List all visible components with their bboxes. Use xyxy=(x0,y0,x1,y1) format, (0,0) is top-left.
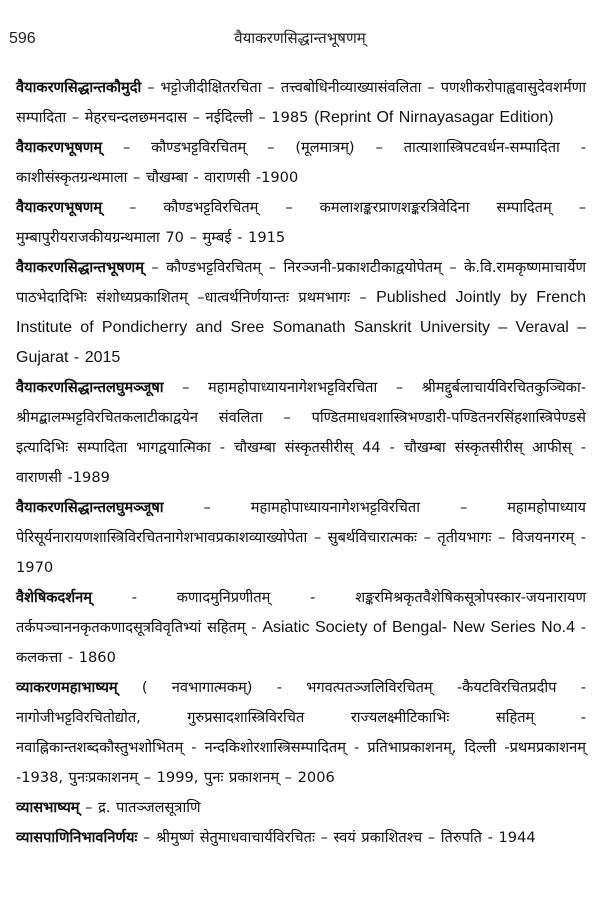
entry-latin-text: Published Jointly by French Institute of Pondicherry and Sree Somanath Sanskrit University – Veraval – Gujarat - 2015 xyxy=(16,289,586,366)
entry-text: – कौण्डभट्टविरचितम् – (मूलमात्रम्) – तात्याशास्त्रिपटवर्धन-सम्पादिता - काशीसंस्कृतग्रन्थमाला – चौखम्बा - वाराणसी -1900 xyxy=(16,139,586,186)
page-number: 596 xyxy=(9,30,36,47)
entry-title: व्यासभाष्यम् xyxy=(16,799,80,816)
bibliography-entry xyxy=(16,193,586,253)
bibliography-entry xyxy=(16,793,586,823)
bibliography-list xyxy=(16,73,586,853)
entry-title: व्यासपाणिनिभावनिर्णयः xyxy=(16,829,138,846)
entry-title: वैयाकरणसिद्धान्तभूषणम् xyxy=(16,259,144,276)
bibliography-entry xyxy=(16,133,586,193)
bibliography-entry xyxy=(16,673,586,793)
bibliography-entry xyxy=(16,583,586,673)
entry-text: – महामहोपाध्यायनागेशभट्टविरचिता – श्रीमद्दुर्बलाचार्यविरचितकुञ्चिका-श्रीमद्बालम्भट्टविरचितकलाटीकाद्वयेन संवलिता – पण्डितमाधवशास्त्रिभण्डारी-पण्डितनरसिंहशास्त्रिपेण्डसे इत्यादिभिः सम्पादिता भागद्वयात्मिका - चौखम्बा संस्कृतसीरीस् 44 - चौखम्बा संस्कृतसीरीस् आफीस् - वाराणसी -1989 xyxy=(16,379,586,486)
entry-latin-text: (Reprint Of Nirnayasagar Edition) xyxy=(314,109,554,126)
bibliography-entry xyxy=(16,823,586,853)
entry-text: – भट्टोजीदीक्षितरचिता – तत्त्वबोधिनीव्याख्यासंवलिता – पणशीकरोपाह्ववासुदेवशर्मणा सम्पादिता – मेहरचन्दलछमनदास – नईदिल्ली – 1985 xyxy=(16,79,586,126)
entry-text: – कौण्डभट्टविरचितम् – निरञ्जनी-प्रकाशटीकाद्वयोपेतम् – के.वि.रामकृष्णमाचार्येण पाठभेदादिभिः संशोध्यप्रकाशितम् –धात्वर्थनिर्णयान्तः प्रथमभागः – xyxy=(16,259,586,306)
entry-text: – कौण्डभट्टविरचितम् – कमलाशङ्करप्राणशङ्करत्रिवेदिना सम्पादितम् – मुम्बापुरीयराजकीयग्रन्थमाला 70 – मुम्बई - 1915 xyxy=(16,199,586,246)
entry-title: वैयाकरणसिद्धान्तलघुमञ्जूषा xyxy=(16,379,164,396)
entry-text: - कणादमुनिप्रणीतम् - शङ्करमिश्रकृतवैशेषिकसूत्रोपस्कार-जयनारायण तर्कपञ्चाननकृतकणादसूत्रविवृतिभ्यां सहितम् - xyxy=(16,589,586,636)
entry-title: वैयाकरणभूषणम् xyxy=(16,199,103,216)
entry-latin-text: Asiatic Society of Bengal- New Series No.4 xyxy=(262,619,575,636)
entry-title: व्याकरणमहाभाष्यम् xyxy=(16,679,118,696)
entry-text: – श्रीमुष्णं सेतुमाधवाचार्यविरचितः – स्वयं प्रकाशितश्च – तिरुपति - 1944 xyxy=(137,829,536,846)
bibliography-entry xyxy=(16,73,586,133)
bibliography-entry xyxy=(16,493,586,583)
entry-title: वैयाकरणभूषणम् xyxy=(16,139,103,156)
entry-text: ( नवभागात्मकम्) - भगवत्पतञ्जलिविरचितम् -कैयटविरचितप्रदीप - नागोजीभट्टविरचितोद्योत, गुरुप्रसादशास्त्रिविरचित राज्यलक्ष्मीटिकाभिः सहितम् - नवाह्निकान्तशब्दकौस्तुभशोभितम् - नन्दकिशोरशास्त्रिसम्पादितम् - प्रतिभाप्रकाशनम्, दिल्ली -प्रथमप्रकाशनम् -1938, पुनःप्रकाशनम् – 1999, पुनः प्रकाशनम् – 2006 xyxy=(16,679,586,786)
entry-title: वैशेषिकदर्शनम् xyxy=(16,589,92,606)
running-title: वैयाकरणसिद्धान्तभूषणम् xyxy=(234,29,366,47)
bibliography-entry xyxy=(16,373,586,493)
entry-title: वैयाकरणसिद्धान्तलघुमञ्जूषा xyxy=(16,499,164,516)
entry-title: वैयाकरणसिद्धान्तकौमुदी xyxy=(16,79,142,96)
bibliography-entry xyxy=(16,253,586,373)
page-header xyxy=(0,22,600,46)
entry-text-continued: - कलकत्ता - 1860 xyxy=(16,619,587,666)
entry-text: – महामहोपाध्यायनागेशभट्टविरचिता – महामहोपाध्याय पेरिसूर्यनारायणशास्त्रिविरचितनागेशभावप्रकाशव्याख्योपेता – सुबर्थविचारात्मकः – तृतीयभागः – विजयनगरम् - 1970 xyxy=(16,499,586,576)
entry-text: – द्र. पातञ्जलसूत्राणि xyxy=(79,799,201,816)
